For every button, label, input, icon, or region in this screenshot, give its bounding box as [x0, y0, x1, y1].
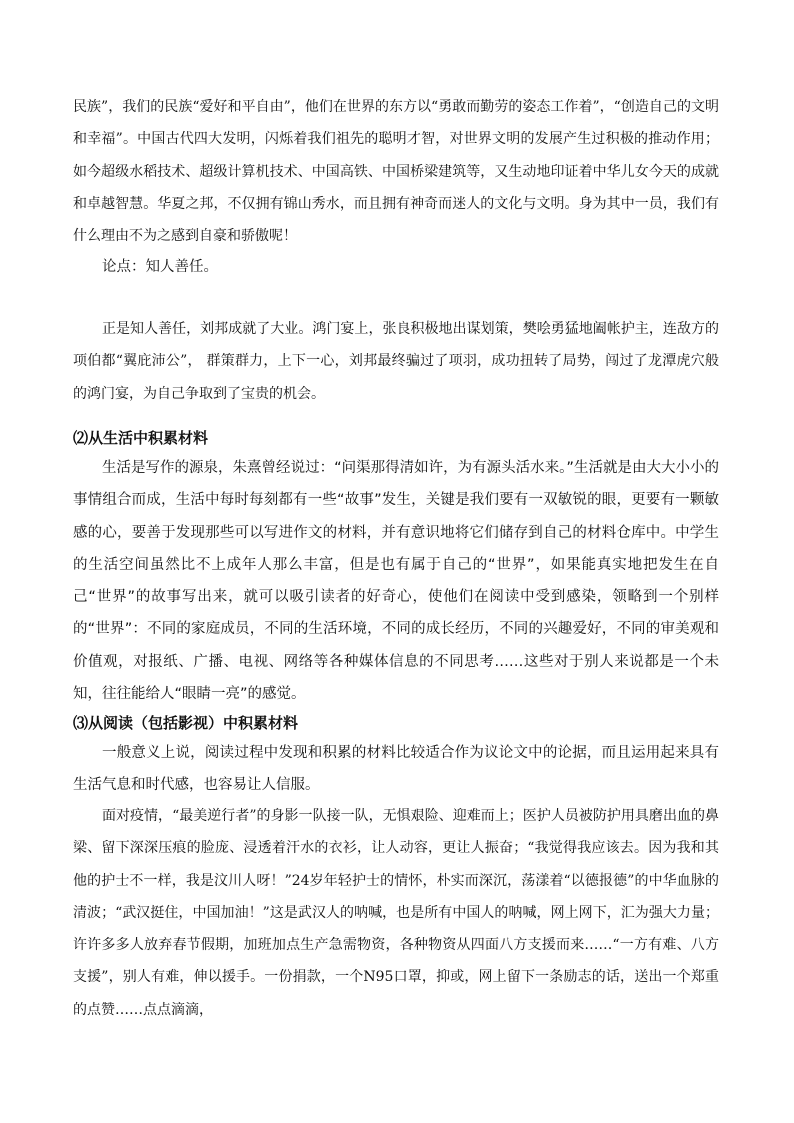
- argument-line: [73, 251, 719, 283]
- body-text: 正是知人善任，刘邦成就了大业。鸿门宴上，张良积极地出谋划策，樊哙勇猛地阖帐护主，连敌方的项伯都“翼庇沛公”， 群策群力，上下一心，刘邦最终骗过了项羽，成功扭转了局势，闯过了龙潭虎穴般的鸿门宴，为自己争取到了宝贵的机会。: [73, 321, 719, 402]
- body-text: 面对疫情，“最美逆行者”的身影一队接一队，无惧艰险、迎难而上；医护人员被防护用具磨出血的鼻梁、留下深深压痕的脸庞、浸透着汗水的衣衫，让人动容，更让人振奋；“我觉得我应该去。因为我和其他的护士不一样，我是汶川人呀！”24岁年轻护士的情怀，朴实而深沉，荡漾着“以德报德”的中华血脉的清波；“武汉挺住，中国加油！”这是武汉人的呐喊，也是所有中国人的呐喊，网上网下，汇为强大力量；许许多多人放弃春节假期，加班加点生产急需物资，各种物资从四面八方支援而来……“一方有难、八方支援”，别人有难，伸以援手。一份捐款，一个N95口罩，抑或，网上留下一条励志的话，送出一个郑重的点赞……点点滴滴，: [73, 808, 719, 1018]
- paragraph-liu-bang: [73, 313, 719, 410]
- section-heading: ⑶从阅读（包括影视）中积累材料: [73, 714, 299, 732]
- paragraph-reading-material: [73, 737, 719, 802]
- body-text: 生活是写作的源泉，朱熹曾经说过：“问渠那得清如许，为有源头活水来。”生活就是由大大小小的事情组合而成，生活中每时每刻都有一些“故事”发生，关键是我们要有一双敏锐的眼，更要有一颗敏感的心，要善于发现那些可以写进作文的材料，并有意识地将它们储存到自己的材料仓库中。中学生的生活空间虽然比不上成年人那么丰富，但是也有属于自己的“世界”，如果能真实地把发生在自己“世界”的故事写出来，就可以吸引读者的好奇心，使他们在阅读中受到感染，领略到一个别样的“世界”：不同的家庭成员，不同的生活环境，不同的成长经历，不同的兴趣爱好，不同的审美观和价值观，对报纸、广播、电视、网络等各种媒体信息的不同思考……这些对于别人来说都是一个未知，往往能给人“眼睛一亮”的感觉。: [73, 460, 719, 703]
- paragraph-life-material: [73, 452, 719, 710]
- paragraph-national-pride: [73, 91, 719, 252]
- paragraph-epidemic: [73, 800, 719, 1026]
- body-text: 一般意义上说，阅读过程中发现和积累的材料比较适合作为议论文中的论据，而且运用起来具有生活气息和时代感，也容易让人信服。: [73, 745, 719, 794]
- section-heading-life: [73, 422, 719, 454]
- body-text: 民族”，我们的民族“爱好和平自由”，他们在世界的东方以“勇敢而勤劳的姿态工作着”，“创造自己的文明和幸福”。中国古代四大发明，闪烁着我们祖先的聪明才智，对世界文明的发展产生过积极的推动作用；如今超级水稻技术、超级计算机技术、中国高铁、中国桥梁建筑等，又生动地印证着中华儿女今天的成就和卓越智慧。华夏之邦，不仅拥有锦山秀水，而且拥有神奇而迷人的文化与文明。身为其中一员，我们有什么理由不为之感到自豪和骄傲呢！: [73, 99, 719, 245]
- argument-text: 论点：知人善任。: [102, 259, 218, 275]
- section-heading: ⑵从生活中积累材料: [73, 429, 209, 447]
- section-heading-reading: [73, 707, 719, 739]
